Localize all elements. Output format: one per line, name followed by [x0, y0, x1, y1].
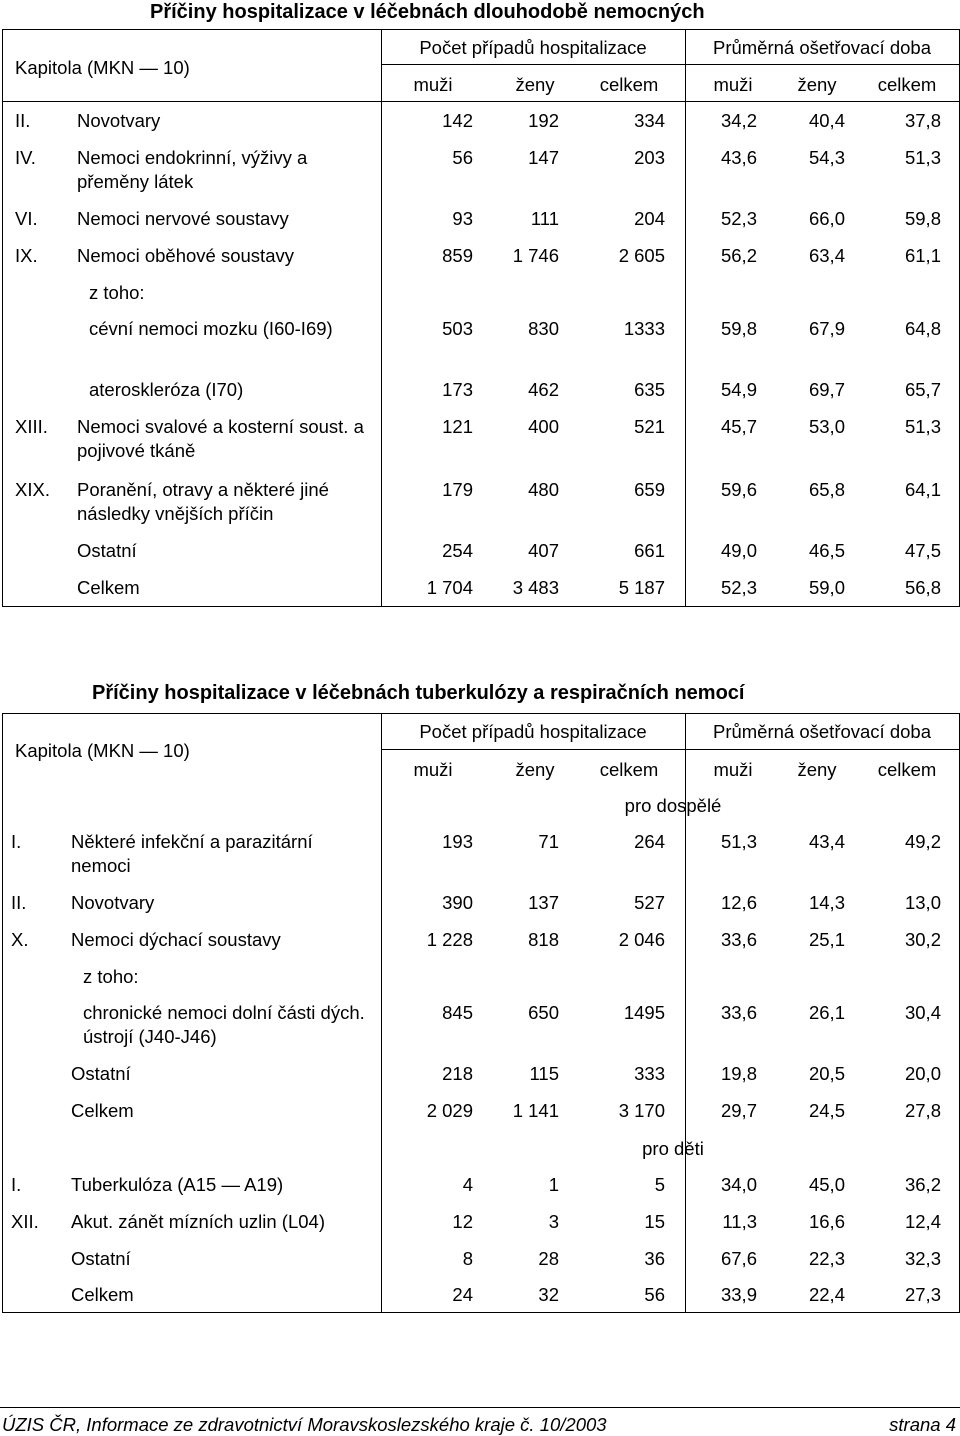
table-cell: 204 — [634, 208, 665, 229]
table-cell: 33,9 — [720, 1284, 757, 1305]
table-cell: 33,6 — [720, 1002, 757, 1023]
table-cell: 32 — [538, 1284, 559, 1305]
table-cell: 147 — [528, 147, 559, 168]
table-cell: 818 — [528, 929, 559, 950]
table-cell: 12,4 — [904, 1211, 941, 1232]
row-label: Poranění, otravy a některé jiné následky vnějších příčin — [77, 479, 329, 524]
chapter-code: X. — [11, 929, 29, 950]
table-cell: 32,3 — [904, 1248, 941, 1269]
table-cell: 1495 — [623, 1002, 665, 1023]
table-cell: 24 — [452, 1284, 473, 1305]
row-label: Nemoci endokrinní, výživy a přeměny látek — [77, 147, 308, 192]
table-cell: 1 704 — [426, 577, 473, 598]
table1-chapter-header: Kapitola (MKN — 10) — [15, 57, 190, 78]
table2-group-stay: Průměrná ošetřovací doba — [712, 721, 931, 742]
table-cell: 29,7 — [720, 1100, 757, 1121]
row-label: ateroskleróza (I70) — [89, 379, 244, 400]
row-label: z toho: — [83, 966, 139, 987]
table-cell: 26,1 — [808, 1002, 845, 1023]
table-cell: 5 187 — [618, 577, 665, 598]
subheader-zeny: ženy — [515, 759, 555, 780]
table-cell: 218 — [442, 1063, 473, 1084]
row-label: Nemoci svalové a kosterní soust. a pojivové tkáně — [77, 416, 364, 461]
table-cell: 56,8 — [904, 577, 941, 598]
table-cell: 56 — [452, 147, 473, 168]
table-cell: 36 — [644, 1248, 665, 1269]
table-cell: 61,1 — [904, 245, 941, 266]
table2-group-cases: Počet případů hospitalizace — [419, 721, 647, 742]
table-cell: 8 — [462, 1248, 473, 1269]
table-cell: 173 — [442, 379, 473, 400]
row-label: Některé infekční a parazitární nemoci — [71, 831, 313, 876]
table-cell: 4 — [462, 1174, 473, 1195]
footer-rule — [0, 1407, 960, 1408]
table-cell: 54,3 — [808, 147, 845, 168]
row-label: Celkem — [71, 1284, 134, 1305]
row-label: z toho: — [89, 282, 145, 303]
row-label: Ostatní — [71, 1063, 131, 1084]
table-cell: 2 029 — [426, 1100, 473, 1121]
table-cell: 503 — [442, 318, 473, 339]
table-cell: 64,1 — [904, 479, 941, 500]
table-cell: 65,8 — [808, 479, 845, 500]
row-label: Tuberkulóza (A15 — A19) — [71, 1174, 284, 1195]
table-cell: 51,3 — [904, 416, 941, 437]
table-cell: 661 — [634, 540, 665, 561]
table-cell: 59,8 — [720, 318, 757, 339]
table-cell: 830 — [528, 318, 559, 339]
row-label: Nemoci nervové soustavy — [77, 208, 289, 229]
table-cell: 254 — [442, 540, 473, 561]
table2-title: Příčiny hospitalizace v léčebnách tuberkulózy a respiračních nemocí — [92, 682, 745, 704]
row-label: Novotvary — [77, 110, 161, 131]
row-label: Celkem — [71, 1100, 134, 1121]
table-cell: 53,0 — [808, 416, 845, 437]
table-cell: 49,0 — [720, 540, 757, 561]
table-cell: 193 — [442, 831, 473, 852]
table-cell: 192 — [528, 110, 559, 131]
table-cell: 67,9 — [808, 318, 845, 339]
table-cell: 28 — [538, 1248, 559, 1269]
table-cell: 11,3 — [722, 1211, 757, 1232]
table-cell: 5 — [654, 1174, 665, 1195]
table-cell: 69,7 — [808, 379, 845, 400]
table-cell: 121 — [442, 416, 473, 437]
table-cell: 137 — [528, 892, 559, 913]
table-cell: 59,8 — [904, 208, 941, 229]
table-cell: 45,0 — [808, 1174, 845, 1195]
table-cell: 56 — [644, 1284, 665, 1305]
table-cell: 54,9 — [720, 379, 757, 400]
subheader-muzi: muži — [413, 759, 453, 780]
chapter-code: XII. — [11, 1211, 39, 1232]
table-cell: 3 170 — [618, 1100, 665, 1121]
table-cell: 33,6 — [720, 929, 757, 950]
table-cell: 22,3 — [808, 1248, 845, 1269]
table-cell: 52,3 — [720, 208, 757, 229]
table-cell: 12 — [452, 1211, 473, 1232]
table1 — [2, 29, 960, 607]
chapter-code: I. — [11, 1174, 22, 1195]
table-cell: 1 — [548, 1174, 559, 1195]
table-cell: 20,0 — [904, 1063, 941, 1084]
table-cell: 659 — [634, 479, 665, 500]
table-cell: 115 — [529, 1063, 559, 1084]
chapter-code: IV. — [15, 147, 36, 168]
subheader-muzi: muži — [713, 74, 753, 95]
table-cell: 52,3 — [720, 577, 757, 598]
table-cell: 43,6 — [720, 147, 757, 168]
table-cell: 3 — [548, 1211, 559, 1232]
table-cell: 46,5 — [808, 540, 845, 561]
chapter-code: I. — [11, 831, 22, 852]
table-cell: 12,6 — [720, 892, 757, 913]
chapter-code: IX. — [15, 245, 38, 266]
table-cell: 47,5 — [904, 540, 941, 561]
subheader-zeny: ženy — [797, 759, 837, 780]
table-cell: 527 — [634, 892, 665, 913]
table-cell: 462 — [528, 379, 559, 400]
table-cell: 845 — [442, 1002, 473, 1023]
table-cell: 1 228 — [426, 929, 473, 950]
subheader-muzi: muži — [713, 759, 753, 780]
table-cell: 36,2 — [904, 1174, 941, 1195]
table-cell: 400 — [528, 416, 559, 437]
table-cell: 1 141 — [512, 1100, 559, 1121]
table-cell: 14,3 — [808, 892, 845, 913]
table-cell: 142 — [442, 110, 473, 131]
section-label-children: pro děti — [642, 1138, 704, 1159]
chapter-code: XIII. — [15, 416, 48, 437]
table2-subheader-row — [3, 758, 959, 784]
table-cell: 22,4 — [808, 1284, 845, 1305]
table-cell: 334 — [634, 110, 665, 131]
table1-title: Příčiny hospitalizace v léčebnách dlouhodobě nemocných — [150, 1, 705, 23]
table-cell: 49,2 — [904, 831, 941, 852]
table-cell: 59,6 — [720, 479, 757, 500]
table-cell: 19,8 — [720, 1063, 757, 1084]
table-cell: 650 — [528, 1002, 559, 1023]
table-cell: 37,8 — [904, 110, 941, 131]
row-label: Ostatní — [77, 540, 137, 561]
table-cell: 15 — [644, 1211, 665, 1232]
row-label: Novotvary — [71, 892, 155, 913]
table-cell: 24,5 — [808, 1100, 845, 1121]
table-cell: 67,6 — [720, 1248, 757, 1269]
table-cell: 40,4 — [808, 110, 845, 131]
subheader-zeny: ženy — [797, 74, 837, 95]
row-label: chronické nemoci dolní části dých. ústrojí (J40-J46) — [83, 1002, 365, 1047]
table-cell: 43,4 — [808, 831, 845, 852]
table-cell: 407 — [528, 540, 559, 561]
table-cell: 1 746 — [512, 245, 559, 266]
table-cell: 203 — [634, 147, 665, 168]
table1-subheader-row — [3, 73, 959, 99]
row-label: cévní nemoci mozku (I60-I69) — [89, 318, 333, 339]
table-cell: 635 — [634, 379, 665, 400]
table1-group-cases: Počet případů hospitalizace — [419, 37, 647, 58]
row-label: Nemoci dýchací soustavy — [71, 929, 281, 950]
table-cell: 64,8 — [904, 318, 941, 339]
table-cell: 65,7 — [904, 379, 941, 400]
table-cell: 390 — [442, 892, 473, 913]
table-cell: 71 — [538, 831, 559, 852]
table-cell: 59,0 — [808, 577, 845, 598]
chapter-code: II. — [11, 892, 27, 913]
table-cell: 66,0 — [808, 208, 845, 229]
table-cell: 34,0 — [720, 1174, 757, 1195]
chapter-code: XIX. — [15, 479, 50, 500]
chapter-code: II. — [15, 110, 31, 131]
row-label: Nemoci oběhové soustavy — [77, 245, 294, 266]
table-cell: 51,3 — [720, 831, 757, 852]
subheader-celkem: celkem — [877, 759, 937, 780]
row-label: Celkem — [77, 577, 140, 598]
table1-group-stay: Průměrná ošetřovací doba — [712, 37, 931, 58]
table2-chapter-header: Kapitola (MKN — 10) — [15, 740, 190, 761]
table2 — [2, 713, 960, 1313]
table-cell: 63,4 — [808, 245, 845, 266]
table-cell: 93 — [452, 208, 473, 229]
chapter-code: VI. — [15, 208, 38, 229]
table-cell: 16,6 — [808, 1211, 845, 1232]
table-cell: 30,2 — [904, 929, 941, 950]
subheader-celkem: celkem — [877, 74, 937, 95]
table-cell: 521 — [634, 416, 665, 437]
subheader-muzi: muži — [413, 74, 453, 95]
table-cell: 34,2 — [720, 110, 757, 131]
table-cell: 3 483 — [512, 577, 559, 598]
table-cell: 56,2 — [720, 245, 757, 266]
subheader-celkem: celkem — [599, 759, 659, 780]
table-cell: 25,1 — [808, 929, 845, 950]
table-cell: 1333 — [623, 318, 665, 339]
row-label: Akut. zánět mízních uzlin (L04) — [71, 1211, 325, 1232]
footer-page-number: strana 4 — [889, 1414, 956, 1435]
table-cell: 45,7 — [720, 416, 757, 437]
subheader-zeny: ženy — [515, 74, 555, 95]
section-label-adults: pro dospělé — [624, 795, 722, 816]
table-cell: 27,3 — [904, 1284, 941, 1305]
table-cell: 20,5 — [808, 1063, 845, 1084]
footer-source: ÚZIS ČR, Informace ze zdravotnictví Moravskoslezského kraje č. 10/2003 — [2, 1414, 607, 1435]
table-cell: 51,3 — [904, 147, 941, 168]
table-cell: 480 — [528, 479, 559, 500]
table-cell: 859 — [442, 245, 473, 266]
table-cell: 264 — [634, 831, 665, 852]
table-cell: 2 605 — [618, 245, 665, 266]
table-cell: 179 — [442, 479, 473, 500]
table-cell: 30,4 — [904, 1002, 941, 1023]
subheader-celkem: celkem — [599, 74, 659, 95]
table-cell: 2 046 — [618, 929, 665, 950]
row-label: Ostatní — [71, 1248, 131, 1269]
table-cell: 13,0 — [904, 892, 941, 913]
table-cell: 27,8 — [904, 1100, 941, 1121]
table-cell: 111 — [530, 208, 559, 229]
table-cell: 333 — [634, 1063, 665, 1084]
